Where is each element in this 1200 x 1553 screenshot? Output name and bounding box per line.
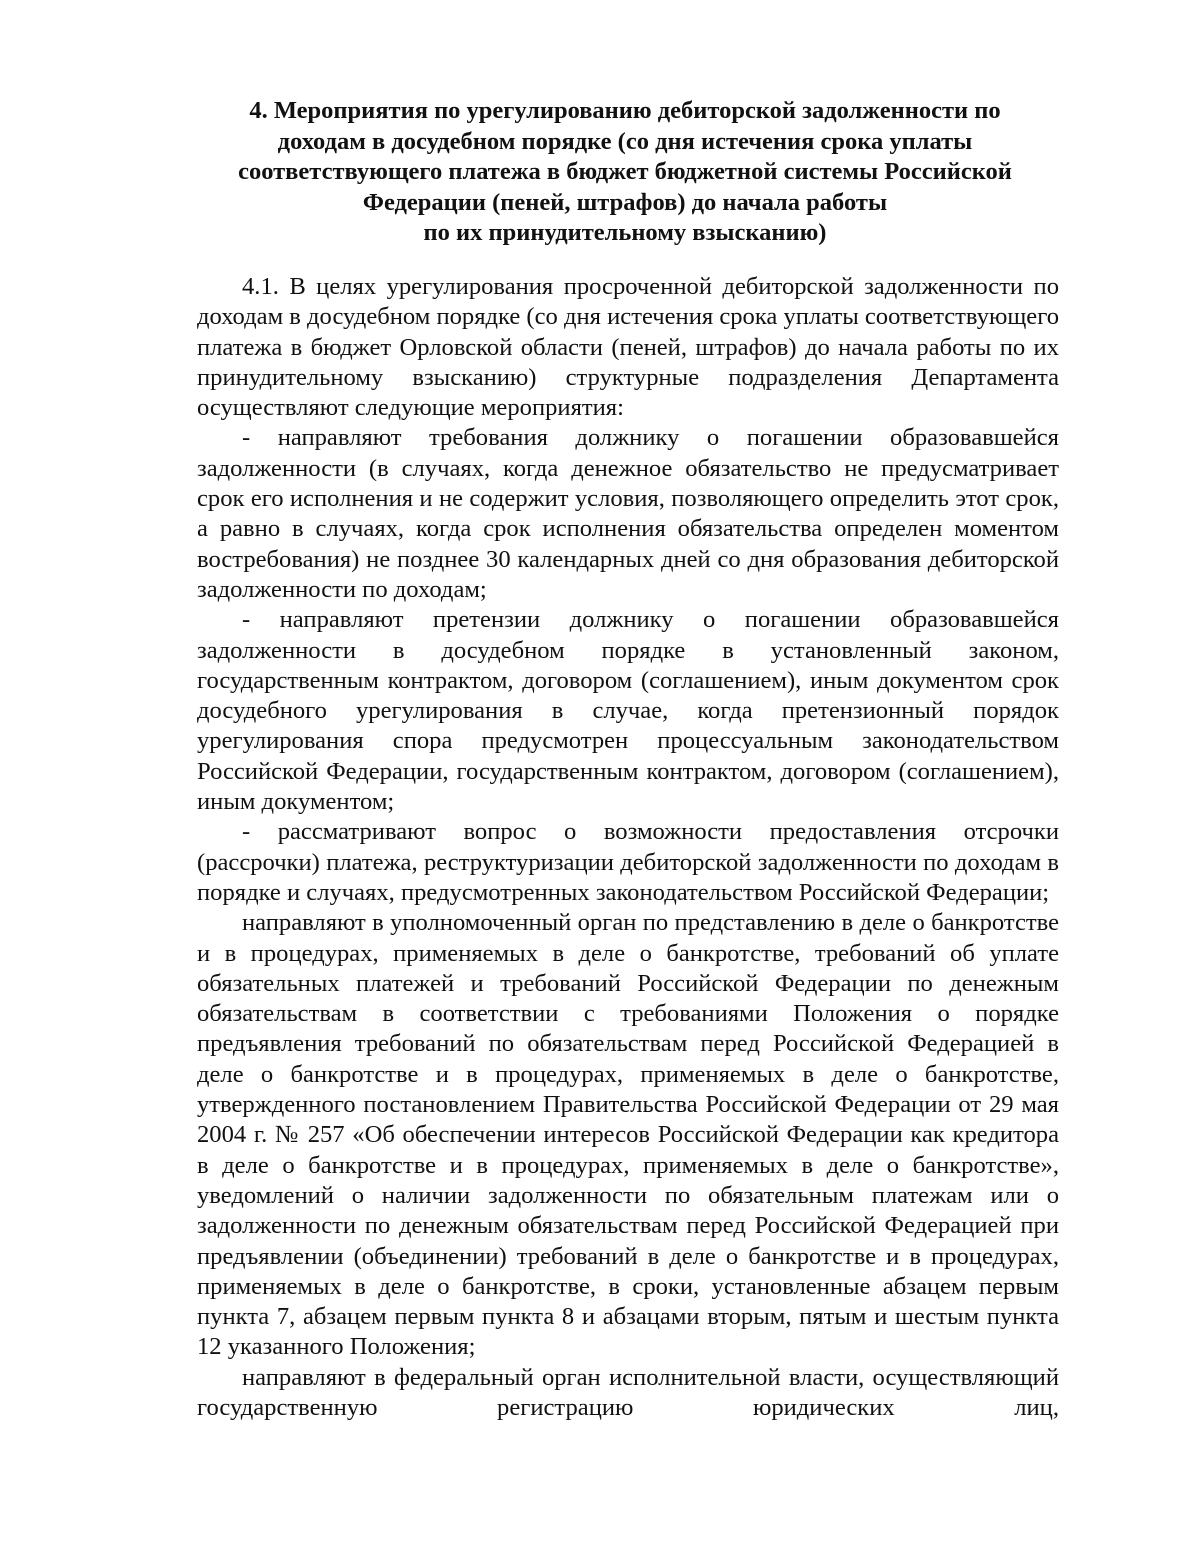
list-item-registration: направляют в федеральный орган исполнительной власти, осуществляющий государственную регистрацию юридических лиц, bbox=[197, 1363, 1059, 1421]
list-item-requirements: - направляют требования должнику о погашении образовавшейся задолженности (в случаях, когда денежное обязательство не предусматривает срок его исполнения и не содержит условия, позволяющего определить этот срок, а равно в случаях, когда срок исполнения обязательства определен моментом востребования) не позднее 30 календарных дней со дня образования дебиторской задолженности по доходам; bbox=[197, 424, 1059, 603]
document-body bbox=[197, 272, 1059, 1423]
list-item-claims: - направляют претензии должнику о погашении образовавшейся задолженности в досудебном порядке в установленный законом, государственным контрактом, договором (соглашением), иным документом срок досудебного урегулирования в случае, когда претензионный порядок урегулирования спора предусмотрен процессуальным законодательством Российской Федерации, государственным контрактом, договором (соглашением), иным документом; bbox=[197, 606, 1059, 816]
heading-line: доходам в досудебном порядке (со дня истечения срока уплаты bbox=[277, 127, 973, 155]
paragraph-4-1: 4.1. В целях урегулирования просроченной дебиторской задолженности по доходам в досудебном порядке (со дня истечения срока уплаты соответствующего платежа в бюджет Орловской области (пеней, штрафов) до начала работы по их принудительному взысканию) структурные подразделения Департамента осуществляют следующие мероприятия: bbox=[197, 273, 1059, 422]
heading-line: 4. Мероприятия по урегулированию дебиторской задолженности по bbox=[249, 97, 1001, 124]
section-heading bbox=[190, 96, 1060, 249]
heading-line: Федерации (пеней, штрафов) до начала работы bbox=[362, 188, 888, 216]
heading-line: по их принудительному взысканию) bbox=[423, 219, 827, 246]
list-item-deferral: - рассматривают вопрос о возможности предоставления отсрочки (рассрочки) платежа, реструктуризации дебиторской задолженности по доходам в порядке и случаях, предусмотренных законодательством Российской Федерации; bbox=[197, 818, 1059, 906]
heading-line: соответствующего платежа в бюджет бюджетной системы Российской bbox=[238, 158, 1012, 185]
list-item-bankruptcy: направляют в уполномоченный орган по представлению в деле о банкротстве и в процедурах, применяемых в деле о банкротстве, требований об уплате обязательных платежей и требований Российской Федерации по денежным обязательствам в соответствии с требованиями Положения о порядке предъявления требований по обязательствам перед Российской Федерацией в деле о банкротстве и в процедурах, применяемых в деле о банкротстве, утвержденного постановлением Правительства Российской Федерации от 29 мая 2004 г. № 257 «Об обеспечении интересов Российской Федерации как кредитора в деле о банкротстве и в процедурах, применяемых в деле о банкротстве», уведомлений о наличии задолженности по обязательным платежам или о задолженности по денежным обязательствам перед Российской Федерацией при предъявлении (объединении) требований в деле о банкротстве и в процедурах, применяемых в деле о банкротстве, в сроки, установленные абзацем первым пункта 7, абзацем первым пункта 8 и абзацами вторым, пятым и шестым пункта 12 указанного Положения; bbox=[197, 909, 1059, 1361]
